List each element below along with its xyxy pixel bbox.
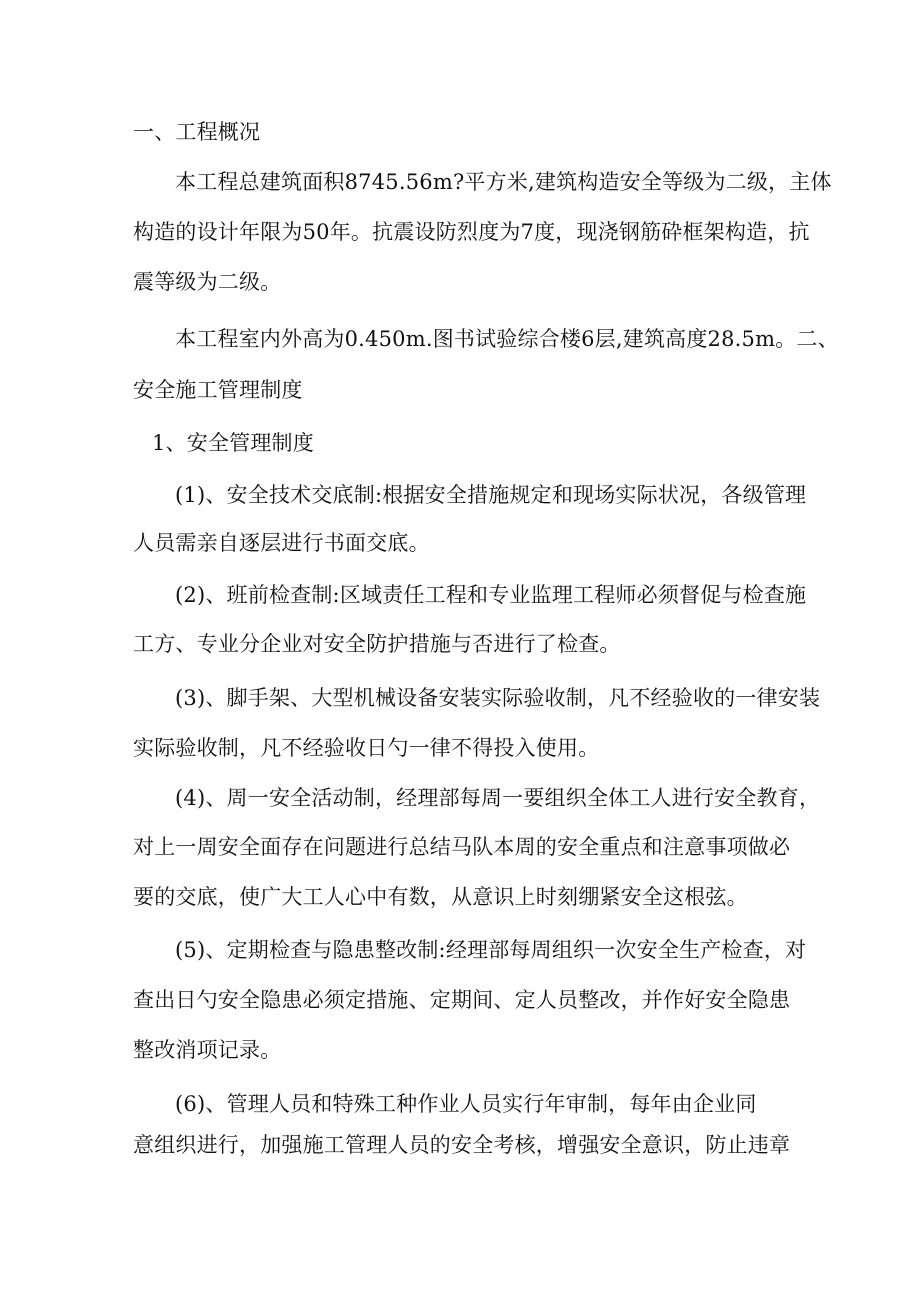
paragraph-line: 人员需亲自逐层进行书面交底。 <box>133 531 430 555</box>
subsection-heading: 1、安全管理制度 <box>152 431 314 455</box>
paragraph-line: 本工程总建筑面积8745.56m?平方米,建筑构造安全等级为二级，主体 <box>175 170 832 194</box>
paragraph-line: 对上一周安全面存在问题进行总结马队本周的安全重点和注意事项做必 <box>133 835 791 859</box>
section-heading: 一、工程概况 <box>133 120 261 144</box>
section-heading: 安全施工管理制度 <box>133 378 303 402</box>
paragraph-line: 要的交底，使广大工人心中有数，从意识上时刻绷紧安全这根弦。 <box>133 885 748 909</box>
paragraph-line: 工方、专业分企业对安全防护措施与否进行了检查。 <box>133 632 621 656</box>
paragraph-line: 实际验收制，凡不经验收日勺一律不得投入使用。 <box>133 736 600 760</box>
paragraph-line: 构造的设计年限为50年。抗震设防烈度为7度，现浇钢筋砕框架构造，抗 <box>133 220 810 244</box>
paragraph-line: (3)、脚手架、大型机械设备安装实际验收制，凡不经验收的一律安装 <box>175 686 821 710</box>
paragraph-line: 震等级为二级。 <box>133 270 282 294</box>
paragraph-line: (6)、管理人员和特殊工种作业人员实行年审制，每年由企业同 <box>175 1092 757 1116</box>
paragraph-line: 查出日勺安全隐患必须定措施、定期间、定人员整改，并作好安全隐患 <box>133 988 791 1012</box>
paragraph-line: 意组织进行，加强施工管理人员的安全考核，增强安全意识，防止违章 <box>133 1133 791 1157</box>
paragraph-line: (2)、班前检查制:区域责任工程和专业监理工程师必须督促与检查施 <box>175 583 807 607</box>
paragraph-line: (1)、安全技术交底制:根据安全措施规定和现场实际状况，各级管理 <box>175 483 807 507</box>
paragraph-line: 整改消项记录。 <box>133 1038 282 1062</box>
paragraph-line: (4)、周一安全活动制，经理部每周一要组织全体工人进行安全教育， <box>175 786 821 810</box>
paragraph-line: 本工程室内外高为0.450m.图书试验综合楼6层,建筑高度28.5m。二、 <box>175 327 839 351</box>
paragraph-line: (5)、定期检查与隐患整改制:经理部每周组织一次安全生产检查，对 <box>175 938 807 962</box>
